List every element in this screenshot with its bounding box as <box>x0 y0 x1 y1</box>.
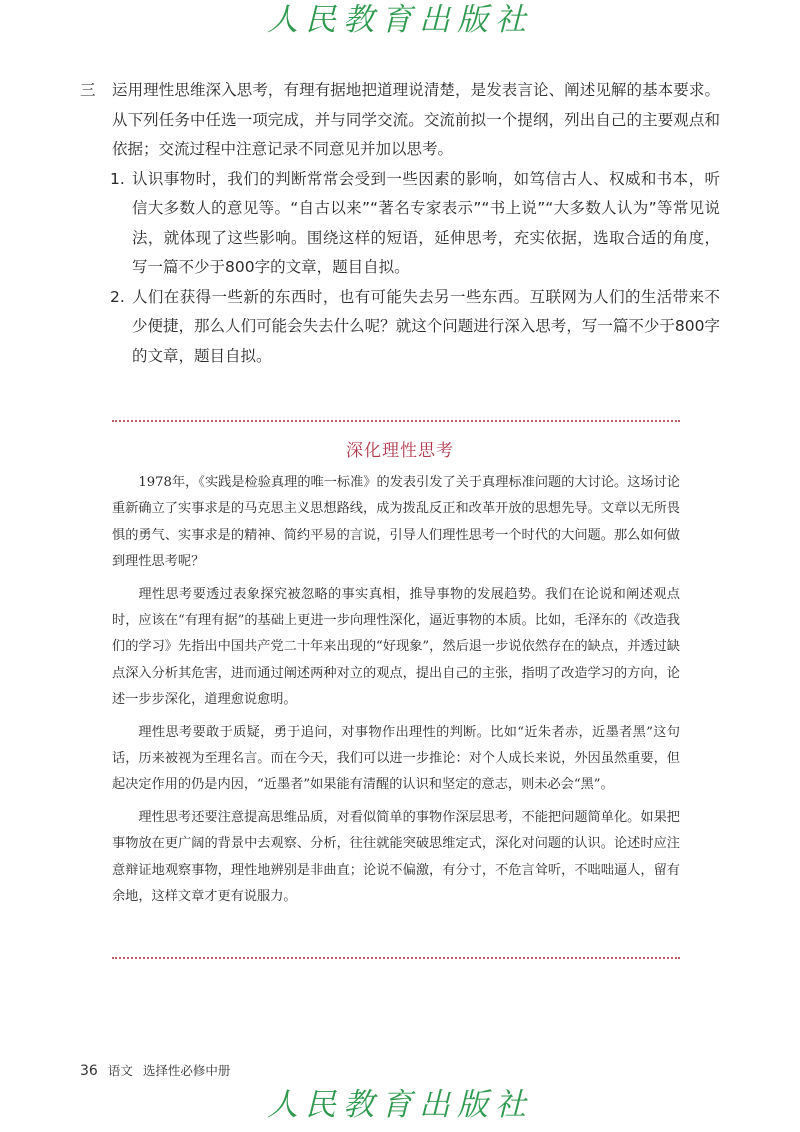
writing-task <box>80 76 720 371</box>
task-intro <box>80 76 720 165</box>
reading-box-body <box>112 470 680 917</box>
option-text: 认识事物时，我们的判断常常会受到一些因素的影响，如笃信古人、权威和书本，听信大多数人的意见等。“自古以来”“著名专家表示”“书上说”“大多数人认为”等常见说法，就体现了这些影响。围绕这样的短语，延伸思考，充实依据，选取合适的角度，写一篇不少于800字的文章，题目自拟。 <box>132 169 720 276</box>
page-footer <box>80 1061 230 1079</box>
dotted-divider-top <box>112 420 680 422</box>
option-text: 人们在获得一些新的东西时，也有可能失去另一些东西。互联网为人们的生活带来不少便捷，那么人们可能会失去什么呢？就这个问题进行深入思考，写一篇不少于800字的文章，题目自拟。 <box>132 287 720 365</box>
publisher-logo: 人民教育出版社 <box>267 2 533 38</box>
reading-paragraph: 理性思考还要注意提高思维品质，对看似简单的事物作深层思考，不能把问题简单化。如果把事物放在更广阔的背景中去观察、分析，往往就能突破思维定式，深化对问题的认识。论述时应注意辩证地观察事物，理性地辨别是非曲直；论说不偏激，有分寸，不危言耸听，不咄咄逼人，留有余地，这样文章才更有说服力。 <box>112 809 680 905</box>
dotted-divider-bottom <box>112 957 680 959</box>
publisher-logo-bottom: 人民教育出版社 <box>267 1087 533 1123</box>
reading-paragraph: 1978年，《实践是检验真理的唯一标准》的发表引发了关于真理标准问题的大讨论。这场讨论重新确立了实事求是的马克思主义思想路线，成为拨乱反正和改革开放的思想先导。文章以无所畏惧的勇气、实事求是的精神、简约平易的言说，引导人们理性思考一个时代的大问题。那么如何做到理性思考呢？ <box>112 475 680 570</box>
page-number: 36 <box>80 1063 98 1079</box>
footer-book: 选择性必修中册 <box>142 1063 231 1078</box>
task-intro-text: 运用理性思维深入思考，有理有据地把道理说清楚，是发表言论、阐述见解的基本要求。从下列任务中任选一项完成，并与同学交流。交流前拟一个提纲，列出自己的主要观点和依据；交流过程中注意记录不同意见并加以思考。 <box>112 81 720 158</box>
task-number: 三 <box>80 81 96 99</box>
task-option <box>110 283 720 372</box>
reading-box-title: 深化理性思考 <box>346 441 454 461</box>
task-options <box>110 165 720 372</box>
reading-paragraph: 理性思考要敢于质疑，勇于追问，对事物作出理性的判断。比如“近朱者赤，近墨者黑”这句话，历来被视为至理名言。而在今天，我们可以进一步推论：对个人成长来说，外因虽然重要，但起决定作用的仍是内因，“近墨者”如果能有清醒的认识和坚定的意志，则未必会“黑”。 <box>112 724 680 793</box>
option-number: 2. <box>110 287 125 306</box>
option-number: 1. <box>110 169 125 188</box>
reading-paragraph: 理性思考要透过表象探究被忽略的事实真相，推导事物的发展趋势。我们在论说和阐述观点时，应该在“有理有据”的基础上更进一步向理性深化，逼近事物的本质。比如，毛泽东的《改造我们的学习》先指出中国共产党二十年来出现的“好现象”，然后退一步说依然存在的缺点，并透过缺点深入分析其危害，进而通过阐述两种对立的观点，提出自己的主张，指明了改造学习的方向，论述一步步深化，道理愈说愈明。 <box>112 586 680 708</box>
footer-subject: 语文 <box>107 1063 133 1078</box>
task-option <box>110 165 720 283</box>
